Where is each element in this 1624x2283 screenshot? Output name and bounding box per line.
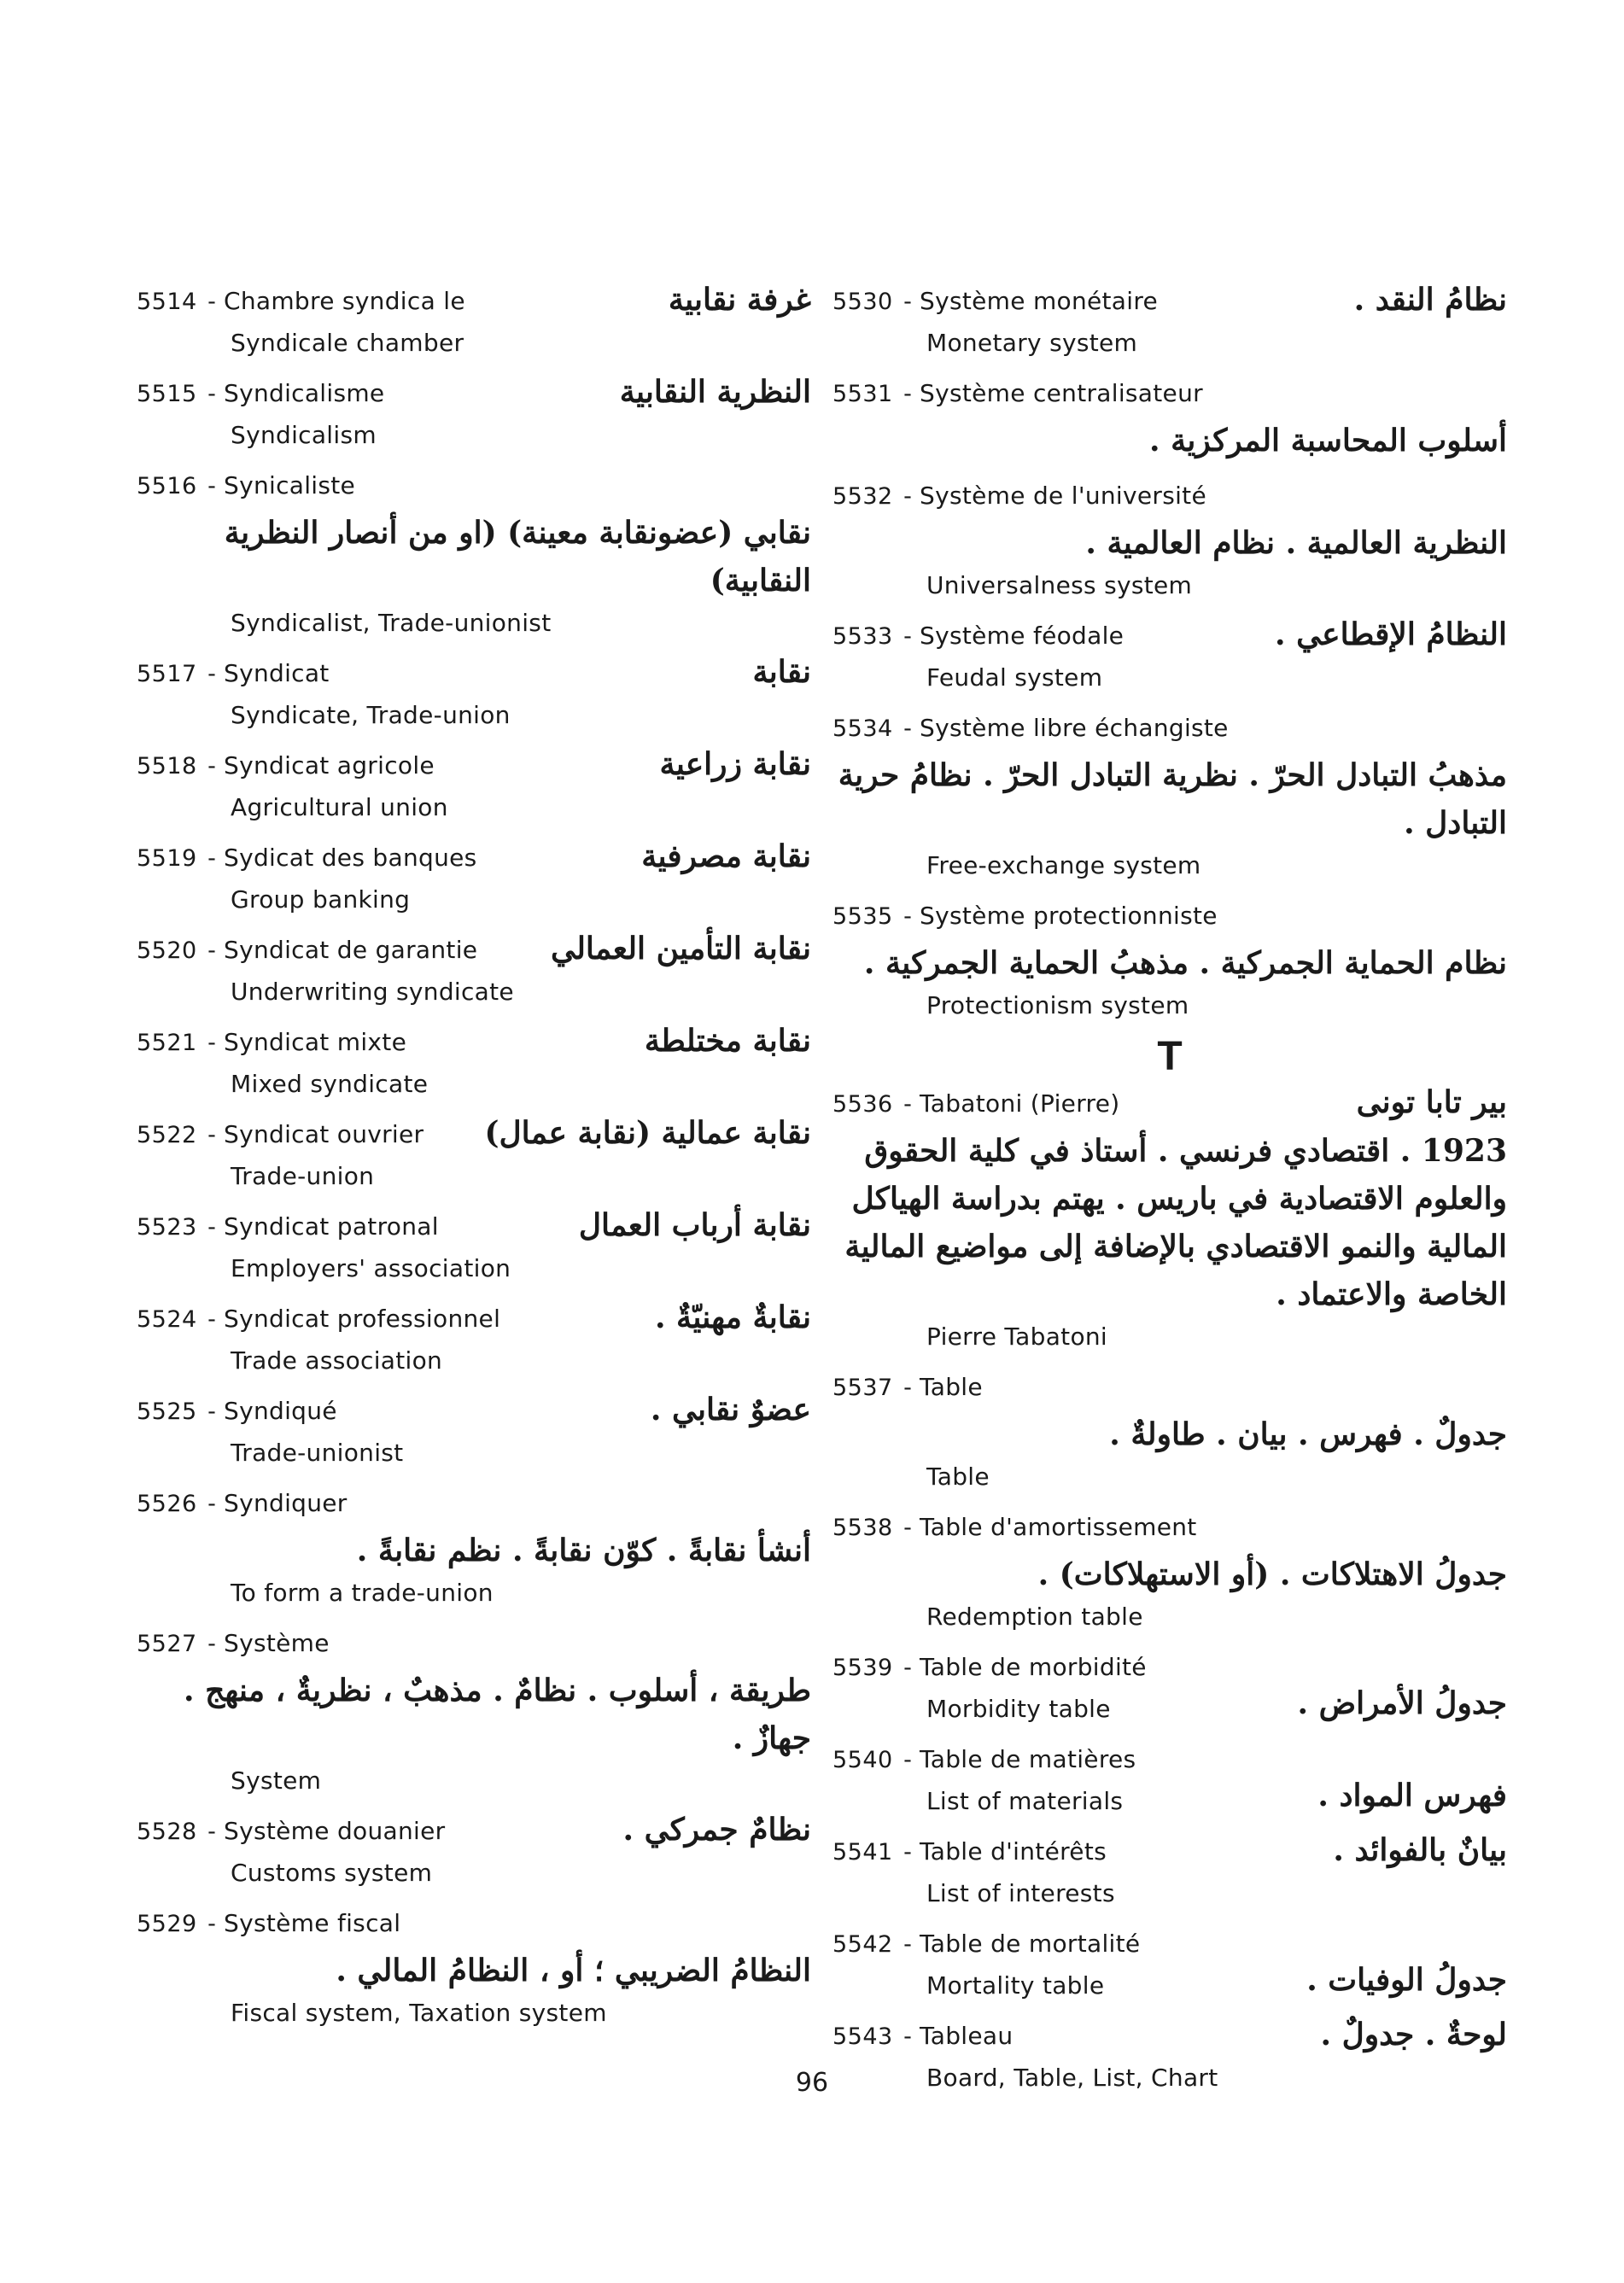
entry-5540: 5540 - Table de matières List of materials فهرس المواد . [832, 1745, 1507, 1815]
entry-5539: 5539 - Table de morbidité Morbidity table جدولُ الأمراض . [832, 1653, 1507, 1723]
entry-5517: 5517 - Syndicat نقابة Syndicate, Trade-union [137, 659, 811, 734]
entry-term: Table d'intérêts [920, 1837, 1107, 1866]
entry-number: 5520 [137, 937, 197, 964]
entry-arabic: جدولُ الأمراض . [1297, 1685, 1507, 1721]
section-letter: T [1157, 1034, 1183, 1079]
entry-number: 5533 [832, 623, 893, 650]
entry-arabic: نظام الحماية الجمركية . مذهبُ الحماية الجمركية . [863, 945, 1507, 981]
entry-arabic: نقابة عمالية (نقابة عمال) [484, 1115, 811, 1151]
entry-term: Syndicat [224, 659, 330, 687]
entry-5525: 5525 - Syndiqué عضوٌ نقابي . Trade-unionist [137, 1397, 811, 1472]
entry-number: 5541 [832, 1839, 893, 1866]
entry-term: Système libre échangiste [920, 714, 1229, 742]
entry-number: 5532 [832, 483, 893, 510]
entry-5522: 5522 - Syndicat ouvrier نقابة عمالية (نقابة عمال) Trade-union [137, 1120, 811, 1195]
entry-arabic: نقابة زراعية [659, 746, 811, 782]
entry-arabic: النظرية العالمية . نظام العالمية . [1085, 525, 1507, 561]
entry-arabic: نقابي (عضونقابة معينة) (او من أنصار النظرية النقابية) [224, 515, 811, 598]
entry-5524: 5524 - Syndicat professionnel نقابةٌ مهنيّةٌ . Trade association [137, 1305, 811, 1380]
entry-translation: Trade association [231, 1346, 443, 1375]
entry-5533: 5533 - Système féodale النظامُ الإقطاعي . Feudal system [832, 622, 1507, 697]
entry-translation: Agricultural union [231, 793, 448, 821]
entry-5541: 5541 - Table d'intérêts بيانٌ بالفوائد . List of interests [832, 1837, 1507, 1912]
entry-translation: Universalness system [926, 571, 1193, 599]
entry-number: 5526 [137, 1491, 197, 1517]
entry-translation: Employers' association [231, 1254, 511, 1282]
entry-translation: List of materials [926, 1787, 1124, 1815]
entry-translation: Syndicalist, Trade-unionist [231, 609, 552, 637]
entry-term: Table de morbidité [920, 1653, 1147, 1681]
entry-arabic: النظامُ الإقطاعي . [1275, 616, 1507, 652]
entry-5527: 5527 - Système طريقة ، أسلوب . نظامٌ . مذهبٌ ، نظريةٌ ، منهج . جهازٌ . System [137, 1629, 811, 1800]
entry-term: Table [920, 1373, 983, 1401]
entry-translation: Protectionism system [926, 991, 1189, 1019]
entry-translation: Feudal system [926, 663, 1103, 692]
entry-number: 5517 [137, 661, 197, 687]
entry-5536: 5536 - Tabatoni (Pierre) بير تابا تونى 1923 . اقتصادي فرنسي . أستاذ في كلية الحقوق والعلوم الاقتصادية في باريس . يهتم بدراسة الهياكل المالية والنمو الاقتصادي بالإضافة إلى مواضيع المالية الخاصة والاعتماد . Pierre Tabatoni [832, 1089, 1507, 1356]
entry-5520: 5520 - Syndicat de garantie نقابة التأمين العمالي Underwriting syndicate [137, 936, 811, 1011]
entry-arabic: فهرس المواد . [1317, 1778, 1507, 1813]
entry-number: 5531 [832, 381, 893, 407]
entry-translation: Trade-unionist [231, 1439, 404, 1467]
entry-5528: 5528 - Système douanier نظامٌ جمركي . Customs system [137, 1817, 811, 1892]
entry-arabic: مذهبُ التبادل الحرّ . نظرية التبادل الحرّ . نظامُ حرية التبادل . [838, 757, 1507, 841]
entry-number: 5518 [137, 753, 197, 779]
entry-number: 5521 [137, 1030, 197, 1056]
entry-number: 5523 [137, 1214, 197, 1241]
entry-arabic: أنشأ نقابةً . كوّن نقابةً . نظم نقابةً . [356, 1533, 811, 1568]
entry-term: Tableau [920, 2022, 1014, 2050]
entry-term: Système fiscal [224, 1909, 401, 1937]
entry-arabic: نقابة مصرفية [641, 838, 811, 874]
entry-translation: To form a trade-union [231, 1579, 494, 1607]
entry-arabic: نقابة [752, 654, 811, 690]
entry-term: Table de matières [920, 1745, 1136, 1773]
right-column [832, 282, 1507, 2114]
entry-translation: Customs system [231, 1859, 433, 1887]
entry-term: Système douanier [224, 1817, 446, 1845]
entry-arabic: لوحةٌ . جدولٌ . [1320, 2017, 1507, 2052]
entry-arabic: النظرية النقابية [619, 374, 811, 410]
entry-5514: 5514 - Chambre syndica le غرفة نقابية Syndicale chamber [137, 287, 811, 362]
entry-translation: Redemption table [926, 1603, 1143, 1631]
entry-arabic-body: 1923 . اقتصادي فرنسي . أستاذ في كلية الحقوق والعلوم الاقتصادية في باريس . يهتم بدراسة الهياكل المالية والنمو الاقتصادي بالإضافة إلى مواضيع المالية الخاصة والاعتماد . [844, 1133, 1507, 1312]
entry-term: Système féodale [920, 622, 1125, 650]
entry-term: Synicaliste [224, 471, 356, 499]
entry-number: 5519 [137, 845, 197, 872]
entry-number: 5514 [137, 289, 197, 315]
entry-number: 5543 [832, 2023, 893, 2050]
entry-translation: Morbidity table [926, 1695, 1111, 1723]
entry-arabic: أسلوب المحاسبة المركزية . [1149, 423, 1507, 458]
entry-term: Syndiqué [224, 1397, 337, 1425]
entry-number: 5516 [137, 473, 197, 499]
entry-translation: Pierre Tabatoni [926, 1323, 1108, 1351]
entry-term: Syndicat patronal [224, 1212, 439, 1241]
entry-translation: Monetary system [926, 329, 1138, 357]
entry-5534: 5534 - Système libre échangiste مذهبُ التبادل الحرّ . نظرية التبادل الحرّ . نظامُ حرية التبادل . Free-exchange system [832, 714, 1507, 885]
entry-term: Table d'amortissement [920, 1513, 1197, 1541]
entry-number: 5528 [137, 1819, 197, 1845]
entry-arabic: النظامُ الضريبي ؛ أو ، النظامُ المالي . [336, 1953, 811, 1988]
left-column [137, 282, 811, 2049]
entry-number: 5538 [832, 1515, 893, 1541]
entry-number: 5540 [832, 1747, 893, 1773]
entry-5529: 5529 - Système fiscal النظامُ الضريبي ؛ أو ، النظامُ المالي . Fiscal system, Taxation system [137, 1909, 811, 2032]
entry-number: 5525 [137, 1398, 197, 1425]
entry-5530: 5530 - Système monétaire نظامُ النقد . Monetary system [832, 287, 1507, 362]
entry-number: 5515 [137, 381, 197, 407]
entry-term: Syndicat agricole [224, 751, 435, 779]
entry-arabic: عضوٌ نقابي . [650, 1392, 811, 1428]
entry-term: Système monétaire [920, 287, 1159, 315]
entry-number: 5530 [832, 289, 893, 315]
entry-5516: 5516 - Synicaliste نقابي (عضونقابة معينة) (او من أنصار النظرية النقابية) Syndicalist, Trade-unionist [137, 471, 811, 642]
entry-translation: Underwriting syndicate [231, 978, 514, 1006]
entry-arabic: طريقة ، أسلوب . نظامٌ . مذهبٌ ، نظريةٌ ، منهج . جهازٌ . [184, 1673, 811, 1756]
entry-5538: 5538 - Table d'amortissement جدولُ الاهتلاكات . (أو الاستهلاكات) . Redemption table [832, 1513, 1507, 1636]
entry-arabic: نظامٌ جمركي . [622, 1812, 811, 1848]
entry-number: 5527 [137, 1631, 197, 1657]
entry-term: Sydicat des banques [224, 844, 477, 872]
entry-translation: Mixed syndicate [231, 1070, 429, 1098]
entry-arabic: نقابة مختلطة [644, 1023, 811, 1059]
page-number: 96 [795, 2068, 829, 2098]
entry-number: 5535 [832, 903, 893, 930]
entry-term: Système de l'université [920, 482, 1206, 510]
entry-number: 5522 [137, 1122, 197, 1148]
entry-translation: System [231, 1766, 322, 1795]
entry-translation: Group banking [231, 885, 411, 914]
entry-term: Table de mortalité [920, 1930, 1141, 1958]
entry-translation: Syndicalism [231, 421, 377, 449]
entry-term: Système centralisateur [920, 379, 1203, 407]
entry-term: Syndicat mixte [224, 1028, 407, 1056]
entry-5519: 5519 - Sydicat des banques نقابة مصرفية Group banking [137, 844, 811, 919]
entry-term: Syndicat ouvrier [224, 1120, 424, 1148]
entry-term: Système protectionniste [920, 902, 1218, 930]
entry-number: 5537 [832, 1375, 893, 1401]
entry-translation: Free-exchange system [926, 851, 1201, 879]
entry-5518: 5518 - Syndicat agricole نقابة زراعية Agricultural union [137, 751, 811, 826]
entry-arabic: بير تابا تونى [1356, 1084, 1507, 1120]
entry-translation: Syndicale chamber [231, 329, 464, 357]
entry-5531: 5531 - Système centralisateur أسلوب المحاسبة المركزية . [832, 379, 1507, 464]
entry-arabic: جدولُ الاهتلاكات . (أو الاستهلاكات) . [1037, 1556, 1507, 1592]
entry-5521: 5521 - Syndicat mixte نقابة مختلطة Mixed syndicate [137, 1028, 811, 1103]
entry-5542: 5542 - Table de mortalité Mortality table جدولُ الوفيات . [832, 1930, 1507, 2000]
entry-5532: 5532 - Système de l'université النظرية العالمية . نظام العالمية . Universalness system [832, 482, 1507, 604]
entry-term: Syndicalisme [224, 379, 385, 407]
entry-5535: 5535 - Système protectionniste نظام الحماية الجمركية . مذهبُ الحماية الجمركية . Protectionism system [832, 902, 1507, 1025]
entry-term: Syndicat de garantie [224, 936, 478, 964]
entry-translation: Fiscal system, Taxation system [231, 1999, 607, 2027]
entry-term: Chambre syndica le [224, 287, 465, 315]
entry-5523: 5523 - Syndicat patronal نقابة أرباب العمال Employers' association [137, 1212, 811, 1287]
entry-term: Syndiquer [224, 1489, 348, 1517]
entry-arabic: جدولُ الوفيات . [1306, 1962, 1507, 1998]
entry-arabic: نظامُ النقد . [1353, 282, 1507, 318]
entry-number: 5536 [832, 1091, 893, 1118]
entry-number: 5534 [832, 715, 893, 742]
entry-arabic: بيانٌ بالفوائد . [1333, 1832, 1507, 1868]
entry-translation: Syndicate, Trade-union [231, 701, 511, 729]
entry-translation: Board, Table, List, Chart [926, 2064, 1218, 2092]
entry-5537: 5537 - Table جدولٌ . فهرس . بيان . طاولةٌ . Table [832, 1373, 1507, 1496]
entry-number: 5529 [137, 1911, 197, 1937]
entry-arabic: نقابة أرباب العمال [578, 1207, 811, 1243]
entry-translation: Trade-union [231, 1162, 375, 1190]
entry-arabic: نقابة التأمين العمالي [550, 931, 811, 966]
entry-number: 5524 [137, 1306, 197, 1333]
entry-translation: List of interests [926, 1879, 1115, 1907]
entry-arabic: جدولٌ . فهرس . بيان . طاولةٌ . [1109, 1416, 1507, 1452]
entry-number: 5542 [832, 1931, 893, 1958]
entry-term: Système [224, 1629, 330, 1657]
entry-number: 5539 [832, 1655, 893, 1681]
entry-translation: Table [926, 1463, 990, 1491]
entry-arabic: نقابةٌ مهنيّةٌ . [654, 1299, 811, 1335]
entry-5526: 5526 - Syndiquer أنشأ نقابةً . كوّن نقابةً . نظم نقابةً . To form a trade-union [137, 1489, 811, 1612]
entry-translation: Mortality table [926, 1971, 1105, 2000]
entry-5543: 5543 - Tableau لوحةٌ . جدولٌ . Board, Table, List, Chart [832, 2022, 1507, 2097]
entry-5515: 5515 - Syndicalisme النظرية النقابية Syndicalism [137, 379, 811, 454]
entry-term: Syndicat professionnel [224, 1305, 501, 1333]
entry-arabic: غرفة نقابية [668, 282, 811, 318]
entry-term: Tabatoni (Pierre) [920, 1089, 1120, 1118]
